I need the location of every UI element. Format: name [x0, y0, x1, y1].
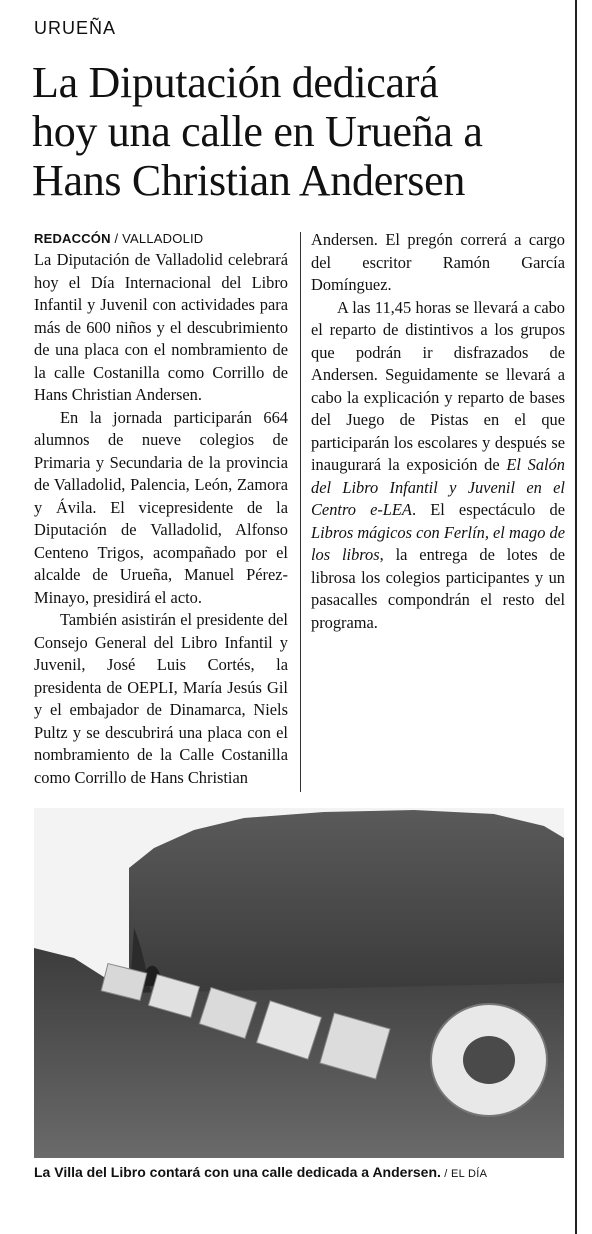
paragraph-4-part-3: , la entrega de lotes de librosa los colegios participantes y un pasacalles compondrán el resto del programa. — [311, 545, 565, 632]
paragraph-1: La Diputación de Valladolid celebrará hoy el Día Internacional del Libro Infantil y Juvenil con actividades para más de 600 niños y el descubrimiento de una placa con el nombramiento de la calle Costanilla como Corrillo de Hans Christian Andersen. — [34, 250, 288, 404]
column-divider — [300, 232, 301, 792]
paragraph-4-part-1: A las 11,45 horas se llevará a cabo el reparto de distintivos a los grupos que podrán ir disfrazados de Andersen. Seguidamente se llevará a cabo la explicación y reparto de bases del Juego de Pistas en el que participarán los escolares y después se inaugurará la exposición de — [311, 297, 565, 474]
article-column-1 — [34, 229, 288, 789]
byline — [34, 229, 288, 249]
photo-illustration — [34, 808, 564, 1158]
photo-wall — [129, 810, 564, 998]
byline-separator: / — [110, 231, 123, 246]
paragraph-4-part-2: . El espectáculo de — [411, 500, 565, 519]
paragraph-4 — [311, 297, 565, 635]
paragraph-3-continued: Andersen. El pregón correrá a cargo del escritor Ramón García Domínguez. — [311, 230, 565, 294]
caption-text: La Villa del Libro contará con una calle dedicada a Andersen. — [34, 1164, 441, 1180]
section-label: URUEÑA — [34, 18, 117, 38]
photo-caption — [34, 1164, 574, 1180]
byline-author: REDACCÓN — [34, 231, 111, 246]
article-column-2 — [311, 229, 565, 634]
paragraph-2: En la jornada participarán 664 alumnos de nueve colegios de Primaria y Secundaria de la provincia de Valladolid, Palencia, León, Zamora y Ávila. El vicepresidente de la Diputación de Valladolid, Alfonso Centeno Trigos, acompañado por el alcalde de Urueña, Manuel Pérez-Minayo, presidirá el acto. — [34, 407, 288, 607]
headline-line-1: La Diputación dedicará — [32, 58, 439, 107]
exhibition-title: El Salón del Libro Infantil y Juvenil en el Centro e-LEA — [311, 455, 566, 519]
byline-location: VALLADOLID — [122, 231, 204, 246]
article-photo — [34, 808, 564, 1158]
headline — [32, 58, 572, 205]
caption-credit: / EL DÍA — [440, 1168, 488, 1180]
headline-line-3: Hans Christian Andersen — [32, 156, 466, 205]
show-title: Libros mágicos con Ferlín, el mago de los libros — [311, 522, 565, 564]
paragraph-3: También asistirán el presidente del Consejo General del Libro Infantil y Juvenil, José Luis Cortés, la presidenta de OEPLI, María Jesús Gil y el embajador de Dinamarca, Niels Pultz y se descubrirá una placa con el nombramiento de la Calle Costanilla como Corrillo de Hans Christian — [34, 610, 288, 787]
headline-line-2: hoy una calle en Urueña a — [32, 107, 483, 156]
page-edge-rule — [575, 0, 577, 1234]
